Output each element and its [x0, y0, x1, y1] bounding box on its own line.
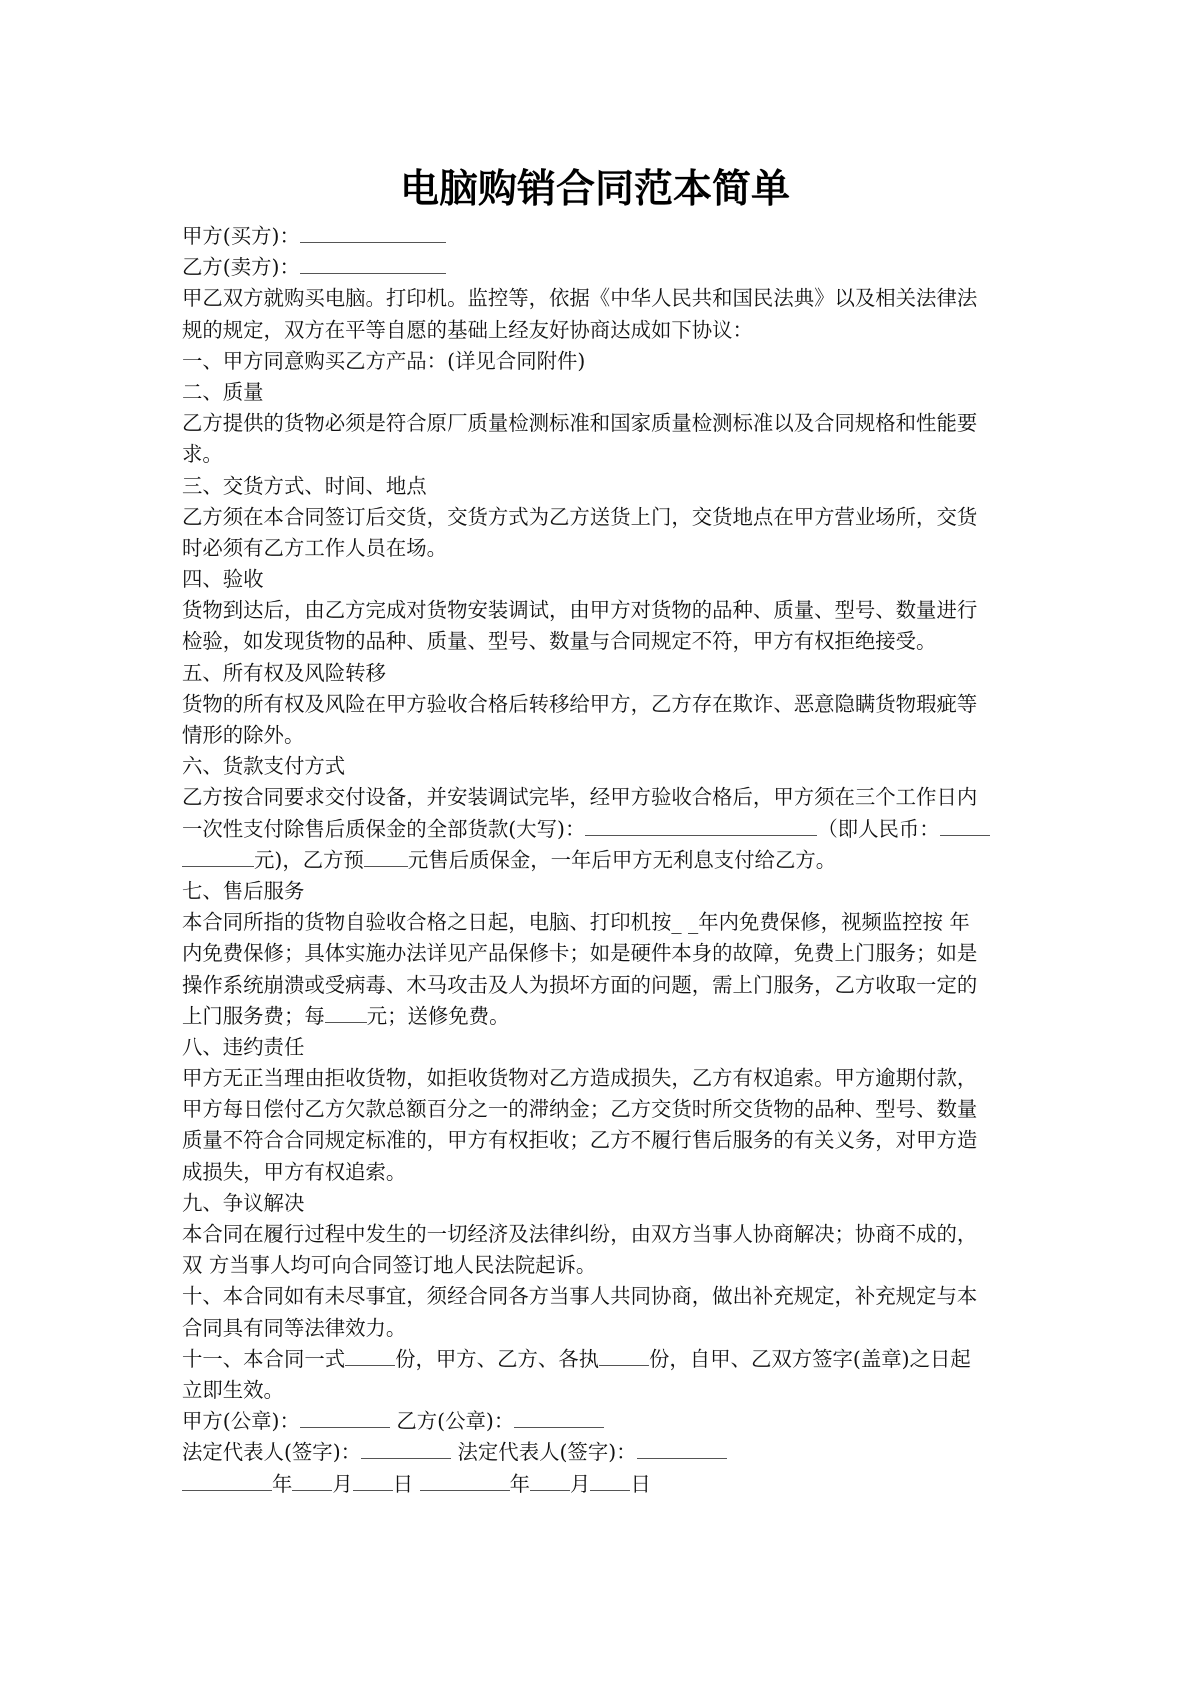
text-segment: 七、售后服务	[182, 878, 305, 903]
text-line-clause-2-heading	[182, 377, 1012, 408]
text-line-clause-5-body-1	[182, 689, 1012, 720]
blank-fill-field[interactable]	[300, 255, 446, 274]
text-line-intro-1	[182, 283, 1012, 314]
text-segment: 货物的所有权及风险在甲方验收合格后转移给甲方，乙方存在欺诈、恶意隐瞒货物瑕疵等	[182, 691, 978, 716]
text-segment: 时必须有乙方工作人员在场。	[182, 535, 448, 560]
text-segment: 十、本合同如有未尽事宜，须经合同各方当事人共同协商，做出补充规定，补充规定与本	[182, 1284, 978, 1309]
text-segment: 合同具有同等法律效力。	[182, 1315, 407, 1340]
text-line-clause-8-body-2	[182, 1094, 1012, 1125]
text-segment: 立即生效。	[182, 1377, 284, 1402]
text-line-signature-line	[182, 1437, 1012, 1468]
text-segment: 甲方无正当理由拒收货物，如拒收货物对乙方造成损失，乙方有权追索。甲方逾期付款，	[182, 1066, 978, 1091]
text-line-clause-7-body-4	[182, 1001, 1012, 1032]
text-segment: 元；送修免费。	[366, 1003, 510, 1028]
text-line-clause-4-body-2	[182, 626, 1012, 657]
text-line-clause-9-body-2	[182, 1250, 1012, 1281]
text-segment: 甲乙双方就购买电脑。打印机。监控等，依据《中华人民共和国民法典》以及相关法律法	[182, 286, 978, 311]
text-line-clause-9-body-1	[182, 1219, 1012, 1250]
text-segment: 检验，如发现货物的品种、质量、型号、数量与合同规定不符，甲方有权拒绝接受。	[182, 629, 937, 654]
text-line-seal-line	[182, 1406, 1012, 1437]
text-segment: 内免费保修；具体实施办法详见产品保修卡；如是硬件本身的故障，免费上门服务；如是	[182, 941, 978, 966]
text-line-clause-6-body-2	[182, 814, 1012, 845]
blank-fill-field[interactable]	[599, 1347, 649, 1366]
text-segment: 一次性支付除售后质保金的全部货款(大写)：	[182, 816, 586, 841]
text-segment: 规的规定，双方在平等自愿的基础上经友好协商达成如下协议：	[182, 317, 753, 342]
text-line-clause-8-body-3	[182, 1125, 1012, 1156]
text-segment: 成损失，甲方有权追索。	[182, 1159, 407, 1184]
blank-fill-field[interactable]	[353, 1472, 393, 1491]
blank-fill-field[interactable]	[420, 1472, 510, 1491]
text-line-clause-8-heading	[182, 1032, 1012, 1063]
text-line-clause-4-body-1	[182, 595, 1012, 626]
text-segment: 一、甲方同意购买乙方产品：(详见合同附件)	[182, 348, 586, 373]
text-segment: 五、所有权及风险转移	[182, 660, 386, 685]
text-line-clause-5-heading	[182, 658, 1012, 689]
text-line-clause-10-2	[182, 1313, 1012, 1344]
blank-fill-field[interactable]	[590, 1472, 630, 1491]
text-line-clause-7-body-1	[182, 907, 1012, 938]
blank-fill-field[interactable]	[292, 1472, 332, 1491]
text-line-clause-1	[182, 346, 1012, 377]
text-line-clause-6-body-1	[182, 782, 1012, 813]
text-segment: 乙方(卖方)：	[182, 255, 300, 280]
text-segment: 乙方提供的货物必须是符合原厂质量检测标准和国家质量检测标准以及合同规格和性能要	[182, 411, 978, 436]
text-segment: 质量不符合合同规定标准的，甲方有权拒收；乙方不履行售后服务的有关义务，对甲方造	[182, 1128, 978, 1153]
text-line-clause-6-body-3	[182, 845, 1012, 876]
text-segment: 份，甲方、乙方、各执	[395, 1346, 600, 1371]
text-segment: 上门服务费；每	[182, 1003, 325, 1028]
blank-fill-field[interactable]	[300, 224, 446, 243]
text-line-clause-2-body-1	[182, 408, 1012, 439]
text-line-clause-7-body-2	[182, 938, 1012, 969]
text-segment: 月	[570, 1471, 591, 1496]
text-segment: 日	[630, 1471, 651, 1496]
blank-fill-field[interactable]	[585, 817, 817, 836]
blank-fill-field[interactable]	[940, 817, 990, 836]
text-segment: 三、交货方式、时间、地点	[182, 473, 427, 498]
text-segment: 九、争议解决	[182, 1190, 305, 1215]
blank-fill-field[interactable]	[182, 1472, 272, 1491]
text-line-clause-8-body-1	[182, 1063, 1012, 1094]
blank-fill-field[interactable]	[300, 1409, 390, 1428]
text-segment: 份，自甲、乙双方签字(盖章)之日起	[649, 1346, 971, 1371]
text-segment: 甲方每日偿付乙方欠款总额百分之一的滞纳金；乙方交货时所交货物的品种、型号、数量	[182, 1097, 978, 1122]
text-line-clause-11-2	[182, 1375, 1012, 1406]
text-line-clause-3-body-2	[182, 533, 1012, 564]
text-line-party-b	[182, 252, 1012, 283]
text-line-clause-4-heading	[182, 564, 1012, 595]
text-segment: 乙方(公章)：	[389, 1409, 515, 1434]
document-body	[182, 221, 1012, 1500]
blank-fill-field[interactable]	[514, 1409, 604, 1428]
text-segment: 日	[392, 1471, 420, 1496]
text-segment: 法定代表人(签字)：	[182, 1440, 362, 1465]
text-segment: 十一、本合同一式	[182, 1346, 346, 1371]
text-segment: 操作系统崩溃或受病毒、木马攻击及人为损坏方面的问题，需上门服务，乙方收取一定的	[182, 972, 978, 997]
text-segment: 八、违约责任	[182, 1034, 305, 1059]
text-line-clause-5-body-2	[182, 720, 1012, 751]
text-segment: 货物到达后，由乙方完成对货物安装调试，由甲方对货物的品种、质量、型号、数量进行	[182, 598, 978, 623]
blank-fill-field[interactable]	[182, 848, 254, 867]
text-segment: 乙方须在本合同签订后交货，交货方式为乙方送货上门，交货地点在甲方营业场所，交货	[182, 504, 978, 529]
text-segment: 年	[509, 1471, 531, 1496]
text-line-clause-7-body-3	[182, 970, 1012, 1001]
blank-fill-field[interactable]	[364, 848, 408, 867]
text-segment: 本合同在履行过程中发生的一切经济及法律纠纷，由双方当事人协商解决；协商不成的，	[182, 1222, 978, 1246]
text-line-date-line	[182, 1469, 1012, 1500]
text-segment: 甲方(买方)：	[182, 224, 300, 248]
blank-fill-field[interactable]	[325, 1004, 367, 1023]
text-segment: 四、验收	[182, 567, 264, 592]
text-line-clause-10-1	[182, 1281, 1012, 1312]
text-line-clause-8-body-4	[182, 1157, 1012, 1188]
text-segment: 情形的除外。	[182, 723, 305, 747]
text-segment: 六、货款支付方式	[182, 754, 346, 779]
blank-fill-field[interactable]	[361, 1440, 451, 1459]
text-segment: 本合同所指的货物自验收合格之日起，电脑、打印机按_ _年内免费保修，视频监控按 年	[182, 910, 970, 935]
text-line-clause-7-heading	[182, 876, 1012, 907]
text-segment: （即人民币：	[817, 816, 940, 841]
text-segment: 元)，乙方预	[254, 847, 364, 872]
document-title: 电脑购销合同范本简单	[399, 167, 790, 212]
text-line-clause-3-heading	[182, 471, 1012, 502]
text-segment: 乙方按合同要求交付设备，并安装调试完毕，经甲方验收合格后，甲方须在三个工作日内	[182, 785, 978, 810]
text-segment: 年	[272, 1471, 293, 1496]
blank-fill-field[interactable]	[345, 1347, 395, 1366]
text-segment: 双 方当事人均可向合同签订地人民法院起诉。	[182, 1253, 597, 1278]
blank-fill-field[interactable]	[530, 1472, 570, 1491]
blank-fill-field[interactable]	[637, 1440, 727, 1459]
text-line-clause-2-body-2	[182, 439, 1012, 470]
text-line-clause-3-body-1	[182, 502, 1012, 533]
text-line-clause-9-heading	[182, 1188, 1012, 1219]
text-line-clause-6-heading	[182, 751, 1012, 782]
text-segment: 元售后质保金，一年后甲方无利息支付给乙方。	[407, 847, 837, 872]
text-line-clause-11-1	[182, 1344, 1012, 1375]
text-line-intro-2	[182, 315, 1012, 346]
text-segment: 求。	[182, 442, 223, 467]
text-segment: 二、质量	[182, 379, 264, 404]
text-segment: 月	[332, 1471, 353, 1496]
text-segment: 甲方(公章)：	[182, 1409, 300, 1434]
text-segment: 法定代表人(签字)：	[451, 1440, 637, 1465]
text-line-party-a	[182, 221, 1012, 252]
